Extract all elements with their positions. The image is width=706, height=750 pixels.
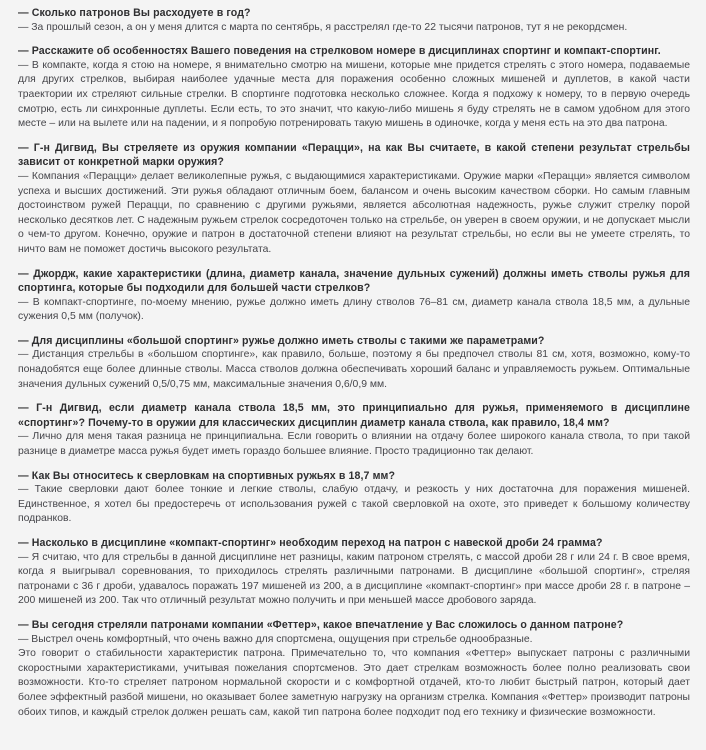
question-text: — Для дисциплины «большой спортинг» ружье должно иметь стволы с такими же параметрами?: [18, 334, 545, 347]
answer-text: — За прошлый сезон, а он у меня длится с марта по сентябрь, я расстрелял где-то 22 тысячи патронов, тут я не рекордсмен.: [18, 21, 628, 33]
answer-text: — Дистанция стрельбы в «большом спортинге», как правило, больше, поэтому я бы предпочел стволы 81 см, хотя, возможно, кому-то понадобятся еще более длинные стволы. Масса стволов должна обеспечивать хороший баланс и управляемость ружьем. Оптимальные значения дульных сужений 0,5/0,75 мм, максимальные значения 0,6/0,9 мм.: [18, 349, 690, 390]
question-text: — Г-н Дигвид, Вы стреляете из оружия компании «Перацци», на как Вы считаете, в какой степени результат стрельбы зависит от конкретной марки оружия?: [18, 141, 690, 169]
question-text: — Расскажите об особенностях Вашего поведения на стрелковом номере в дисциплинах спортинг и компакт-спортинг.: [18, 45, 661, 58]
answer-text: Это говорит о стабильности характеристик патрона. Примечательно то, что компания «Феттер» выпускает патроны с различными скоростными характеристиками, учитывая пожелания спортсменов. Это дает стрелкам возможность более полно реализовать свои возможности. Кто-то стреляет патроном нормальной скорости и с комфортной отдачей, кто-то любит быстрый патрон, который дает более эффектный разбой мишени, но оказывает более заметную нагрузку на организм стрелка. Компания «Феттер» производит патроны обоих типов, и каждый стрелок должен решать сам, какой тип патрона более подходит под его технику и физические возможности.: [18, 648, 690, 718]
question-text: — Как Вы относитесь к сверловкам на спортивных ружьях в 18,7 мм?: [18, 469, 396, 482]
qa-block: [18, 6, 690, 35]
question-text: — Вы сегодня стреляли патронами компании «Феттер», какое впечатление у Вас сложилось о данном патроне?: [18, 618, 624, 631]
qa-block: [18, 267, 690, 325]
qa-block: [18, 401, 690, 459]
qa-block: [18, 141, 690, 258]
answer-text: — Лично для меня такая разница не принципиальна. Если говорить о влиянии на отдачу более широкого канала ствола, то при такой разнице в диаметре масса ружья будет иметь гораздо большее влияние. Просто традиционно так делают.: [18, 431, 690, 458]
document-content: [18, 6, 690, 720]
qa-block: [18, 618, 690, 720]
answer-text: — Компания «Перацци» делает великолепные ружья, с выдающимися характеристиками. Оружие марки «Перацци» является символом успеха и высших достижений. Эти ружья обладают отличным боем, балансом и очень высоким качеством сборки. Но самым главным достоинством ружей Перацци, по сравнению с другими ружьями, является абсолютная надежность, ружье служит стрелку порой несколько десятков лет. С надежным ружьем стрелок сосредоточен только на стрельбе, он уверен в своем оружии, и не допускает мысли о чем-то другом. Конечно, оружие и патрон в достаточной степени влияют на результат стрельбы, но если вы не умеете стрелять, то ничто вам не поможет достичь высокого результата.: [18, 170, 690, 255]
question-text: — Насколько в дисциплине «компакт-спортинг» необходим переход на патрон с навеской дроби 24 грамма?: [18, 537, 603, 549]
qa-block: [18, 536, 690, 609]
answer-text: — В компакте, когда я стою на номере, я внимательно смотрю на мишени, которые мне придется стрелять с этого номера, подаваемые для других стрелков, выбирая наиболее удачные места для поражения особенно сложных мишеней и дуплетов, в какой части траектории их стреляют сильные стрелки. В спортинге подготовка несколько сложнее. Когда я подхожу к номеру, то в первую очередь смотрю, есть ли синхронные дуплеты. Если есть, то это значит, что какую-либо мишень я буду стрелять не в самом удобном для этого месте – или на вылете или на падении, и я попробую потренировать такую мишень в одиночке, когда у меня есть на это два патрона.: [18, 59, 690, 130]
question-text: — Г-н Дигвид, если диаметр канала ствола 18,5 мм, это принципиально для ружья, применяемого в дисциплине «спортинг»? Почему-то в оружии для классических дисциплин диаметр канала ствола, как правило, 18,4 мм?: [18, 402, 690, 429]
question-text: — Сколько патронов Вы расходуете в год?: [18, 7, 251, 19]
question-text: — Джордж, какие характеристики (длина, диаметр канала, значение дульных сужений) должны иметь стволы ружья для спортинга, которые бы подходили для большей части стрелков?: [18, 267, 690, 295]
answer-text: — В компакт-спортинге, по-моему мнению, ружье должно иметь длину стволов 76–81 см, диаметр канала ствола 18,5 мм, а дульные сужения 0,5 мм (получок).: [18, 296, 690, 323]
answer-text: — Выстрел очень комфортный, что очень важно для спортсмена, ощущения при стрельбе однообразные.: [18, 633, 533, 645]
qa-block: [18, 469, 690, 527]
answer-text: — Я считаю, что для стрельбы в данной дисциплине нет разницы, каким патроном стрелять, с массой дроби 28 г или 24 г. В свое время, когда я выигрывал соревнования, то приходилось стрелять различными патронами. В дисциплине «большой спортинг», стреляя патронами с 36 г дроби, удавалось поражать 197 мишеней из 200, а в дисциплине «компакт-спортинг» при массе дроби 28 г. в патроне – 200 мишеней из 200. Так что отличный результат можно получить и при меньшей массе дробового заряда.: [18, 551, 690, 607]
answer-text: — Такие сверловки дают более тонкие и легкие стволы, слабую отдачу, и резкость у них достаточна для поражения мишеней. Единственное, я хотел бы предостеречь от использования ружей с такой сверловкой на охоте, это приведет к большому количеству подранков.: [18, 484, 690, 525]
qa-block: [18, 334, 690, 392]
qa-block: [18, 44, 690, 132]
